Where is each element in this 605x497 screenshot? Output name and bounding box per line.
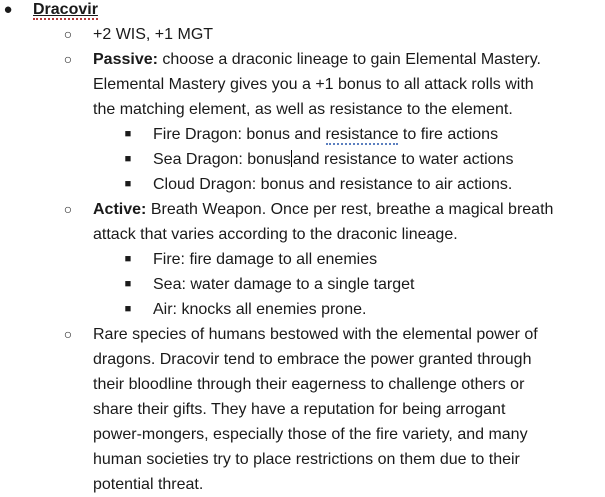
filled-square-bullet-icon: ■ — [124, 253, 132, 265]
passive-item-sea[interactable]: Sea Dragon: bonus and resistance to water actions — [153, 151, 514, 168]
hollow-circle-bullet-icon: ○ — [63, 326, 73, 342]
description-line[interactable]: human societies try to place restrictions on them due to their — [93, 451, 520, 468]
filled-circle-bullet-icon: ● — [3, 1, 13, 18]
filled-square-bullet-icon: ■ — [124, 278, 132, 290]
text-cursor — [291, 150, 292, 167]
active-item-air[interactable]: Air: knocks all enemies prone. — [153, 301, 367, 318]
description-line[interactable]: share their gifts. They have a reputation for being arrogant — [93, 401, 506, 418]
filled-square-bullet-icon: ■ — [124, 153, 132, 165]
active-item-sea[interactable]: Sea: water damage to a single target — [153, 276, 415, 293]
filled-square-bullet-icon: ■ — [124, 178, 132, 190]
active-label: Active: — [93, 201, 147, 218]
filled-square-bullet-icon: ■ — [124, 128, 132, 140]
passive-label: Passive: — [93, 51, 158, 68]
hollow-circle-bullet-icon: ○ — [63, 201, 73, 217]
active-line-1[interactable] — [93, 197, 553, 222]
passive-item-cloud[interactable]: Cloud Dragon: bonus and resistance to air actions. — [153, 176, 513, 193]
active-item-fire[interactable]: Fire: fire damage to all enemies — [153, 251, 378, 268]
active-line-2[interactable]: attack that varies according to the draconic lineage. — [93, 226, 458, 243]
description-line[interactable]: power-mongers, especially those of the fire variety, and many — [93, 426, 528, 443]
description-line[interactable]: dragons. Dracovir tend to embrace the power granted through — [93, 351, 532, 368]
passive-line-1[interactable] — [93, 47, 541, 72]
species-title[interactable]: Dracovir — [33, 1, 98, 18]
active-text-1: Breath Weapon. Once per rest, breathe a magical breath — [150, 201, 554, 218]
description-line[interactable]: Rare species of humans bestowed with the elemental power of — [93, 326, 538, 343]
description-line[interactable]: potential threat. — [93, 476, 204, 493]
hollow-circle-bullet-icon: ○ — [63, 26, 73, 42]
hollow-circle-bullet-icon: ○ — [63, 51, 73, 67]
description-line[interactable]: their bloodline through their eagerness to challenge others or — [93, 376, 525, 393]
filled-square-bullet-icon: ■ — [124, 303, 132, 315]
passive-line-3[interactable]: the matching element, as well as resistance to the element. — [93, 101, 513, 118]
passive-item-fire[interactable]: Fire Dragon: bonus and resistance to fire actions — [153, 126, 499, 143]
passive-line-2[interactable]: Elemental Mastery gives you a +1 bonus to all attack rolls with — [93, 76, 534, 93]
passive-text-1: choose a draconic lineage to gain Elemental Mastery. — [162, 51, 541, 68]
stats-line[interactable]: +2 WIS, +1 MGT — [93, 26, 214, 43]
